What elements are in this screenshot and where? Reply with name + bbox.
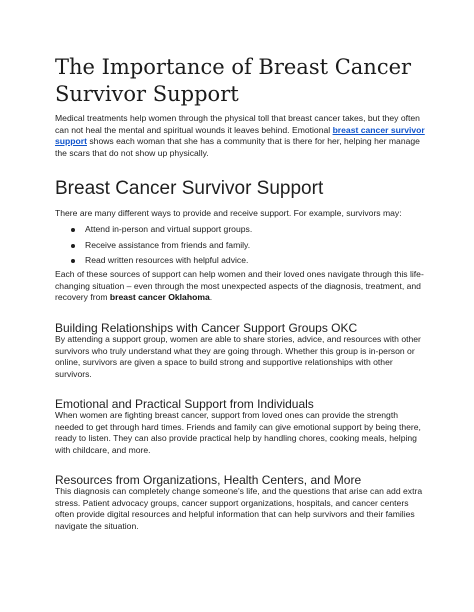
intro-text-before: Medical treatments help women through the physical toll that breast cancer takes, but they often can not heal the mental and spiritual wounds it leaves behind. Emotional (55, 113, 420, 135)
intro-text-after: shows each woman that she has a community that is there for her, helping her manage the scars that do not show up physically. (55, 136, 420, 158)
list-item (55, 222, 425, 238)
bullet-icon (71, 244, 75, 248)
subsection-body-individuals: When women are fighting breast cancer, support from loved ones can provide the strength needed to get through hard times. Friends and family can give emotional support by being there, ready to listen. They can also provide practical help by handling chores, cooking meals, helping with childcare, and more. (55, 410, 421, 455)
section-intro: There are many different ways to provide and receive support. For example, survivors may: (55, 208, 402, 218)
subsection-body-resources: This diagnosis can completely change someone's life, and the questions that arise can add extra stress. Patient advocacy groups, cancer support organizations, hospitals, and cancer centers often provide digital resources and helpful information that can help survivors and their families navigate the situation. (55, 486, 423, 531)
sources-text-after: . (209, 292, 213, 302)
breast-cancer-survivor-support-link[interactable]: breast cancer survivor support (55, 124, 425, 146)
bullet-icon (71, 259, 75, 263)
subsection-heading-support-groups: Building Relationships with Cancer Support Groups OKC (55, 321, 358, 335)
subsection-heading-individuals: Emotional and Practical Support from Individuals (55, 397, 314, 411)
sources-text-before: Each of these sources of support can help women and their loved ones navigate through this life-changing situation – even through the most unexpected aspects of the diagnosis, treatment, and recovery from (55, 269, 424, 302)
list-item (55, 238, 425, 254)
list-item-text: Receive assistance from friends and family. (85, 239, 251, 250)
list-item-text: Attend in-person and virtual support groups. (85, 224, 253, 234)
subsection-body-support-groups: By attending a support group, women are able to share stories, advice, and resources with other survivors who truly understand what they are going through. Whether this group is in-person or online, survivors are given a space to build strong and supportive relationships with other survivors. (55, 334, 421, 379)
sources-paragraph (55, 269, 425, 304)
subsection-heading-resources: Resources from Organizations, Health Centers, and More (55, 473, 362, 487)
list-item (55, 253, 425, 269)
sources-bold-text: breast cancer Oklahoma (109, 292, 210, 302)
support-list (55, 222, 425, 269)
page-title: The Importance of Breast Cancer Survivor Support (55, 55, 412, 106)
list-item-text: Read written resources with helpful advice. (85, 255, 249, 265)
bullet-icon (71, 228, 75, 232)
intro-paragraph (55, 113, 425, 159)
section-heading: Breast Cancer Survivor Support (55, 178, 324, 199)
